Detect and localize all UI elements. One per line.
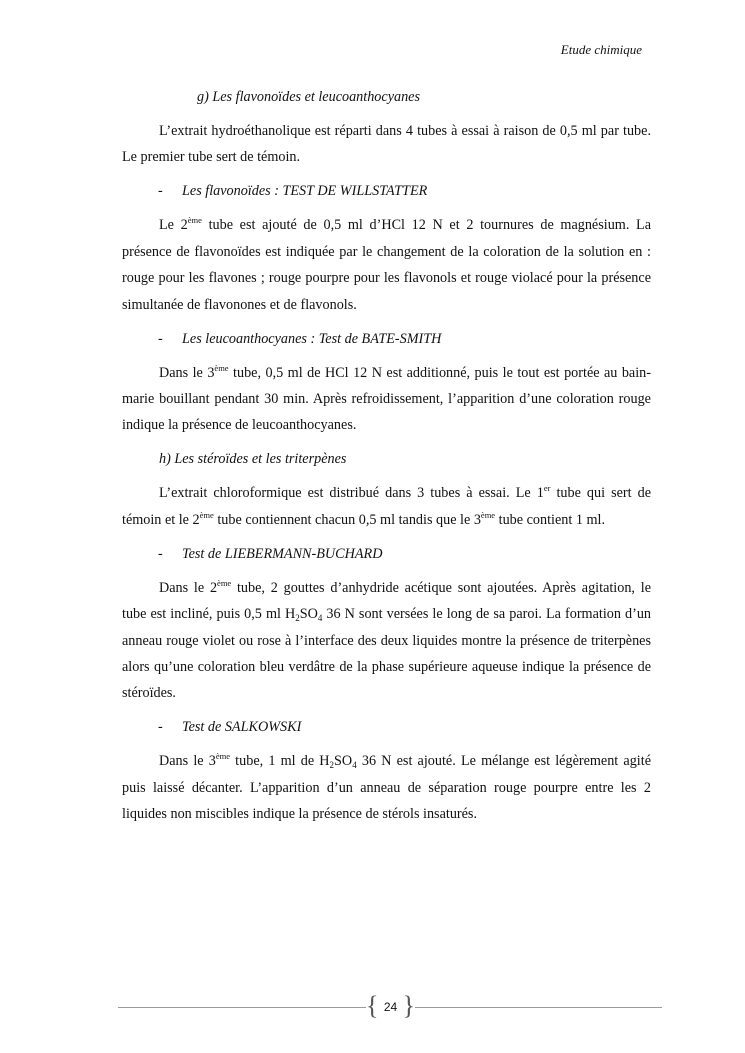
- text-run: Dans le 2: [159, 579, 218, 596]
- text-run: tube contient 1 ml.: [495, 511, 606, 528]
- text-run: tube, 2 gouttes d’anhydride acétique sont ajoutées. Après agitation, le tube est incliné, puis 0,5 ml H: [122, 579, 651, 623]
- section-h-title: h) Les stéroïdes et les triterpènes: [159, 451, 347, 468]
- text-run: tube, 0,5 ml de HCl 12 N est additionné, puis le tout est portée au bain-marie bouillant pendant 30 min. Après refroidissement, l’apparition d’une coloration rouge indique la présence de leucoanthocyanes.: [122, 364, 651, 434]
- leucoanthocyanes-heading: [122, 326, 651, 352]
- text-run: Dans le 3: [159, 753, 216, 770]
- page-number: 24: [383, 1000, 398, 1014]
- flavonoides-paragraph: [122, 212, 651, 318]
- superscript: ème: [214, 362, 229, 373]
- superscript: ème: [217, 577, 232, 588]
- salkowski-paragraph: [122, 748, 651, 827]
- salkowski-heading: [122, 714, 651, 740]
- liebermann-paragraph: [122, 575, 651, 707]
- text-run: 36 N sont versées le long de sa paroi. La formation d’un anneau rouge violet ou rose à l’interface des deux liquides montre la présence de triterpènes alors qu’une coloration bleu verdâtre de la phase supérieure aqueuse indique la présence de stéroïdes.: [122, 606, 652, 702]
- footer-divider-right: [415, 1007, 662, 1008]
- superscript: er: [543, 483, 551, 494]
- flavonoides-heading: [122, 178, 651, 204]
- subscript: 4: [317, 613, 323, 624]
- text-run: L’extrait chloroformique est distribué dans 3 tubes à essai. Le 1: [159, 485, 544, 502]
- left-brace-icon: {: [366, 991, 379, 1020]
- subscript: 2: [329, 760, 335, 771]
- section-h-intro-paragraph: [122, 480, 651, 533]
- section-g-intro-paragraph: L’extrait hydroéthanolique est réparti dans 4 tubes à essai à raison de 0,5 ml par tube. Le premier tube sert de témoin.: [122, 123, 651, 166]
- section-g-title: g) Les flavonoïdes et leucoanthocyanes: [197, 89, 421, 105]
- document-body: [122, 84, 651, 835]
- subscript: 2: [295, 613, 300, 624]
- subscript: 4: [352, 760, 357, 771]
- bullet-dash: -: [158, 545, 163, 562]
- text-run: Dans le 3: [159, 364, 215, 381]
- text-run: tube, 1 ml de H: [230, 753, 330, 770]
- liebermann-heading: [122, 541, 651, 567]
- footer-divider-left: [118, 1007, 366, 1008]
- text-run: tube est ajouté de 0,5 ml d’HCl 12 N et 2 tournures de magnésium. La présence de flavonoïdes est indiquée par le changement de la coloration de la solution en : rouge pour les flavones ; rouge pourpre pour les flavonols et rouge violacé pour la présence simultanée de flavonones et de flavonols.: [122, 217, 651, 313]
- page-header-title: Etude chimique: [560, 42, 642, 57]
- superscript: ème: [199, 509, 214, 520]
- salkowski-title: Test de SALKOWSKI: [182, 719, 302, 736]
- page-number-box: [366, 991, 415, 1020]
- text-run: SO: [299, 606, 318, 623]
- bullet-dash: -: [158, 330, 163, 347]
- text-run: Le 2: [159, 217, 188, 234]
- text-run: tube contiennent chacun 0,5 ml tandis que le 3: [213, 511, 481, 528]
- bullet-dash: -: [158, 183, 163, 200]
- leucoanthocyanes-title: Les leucoanthocyanes : Test de BATE-SMITH: [182, 330, 442, 347]
- right-brace-icon: }: [402, 991, 415, 1020]
- bullet-dash: -: [158, 719, 163, 736]
- text-run: tube qui sert de témoin et le 2: [122, 485, 651, 528]
- flavonoides-title: Les flavonoïdes : TEST DE WILLSTATTER: [182, 183, 428, 200]
- leucoanthocyanes-paragraph: [122, 360, 651, 439]
- liebermann-title: Test de LIEBERMANN-BUCHARD: [182, 545, 383, 562]
- superscript: ème: [187, 215, 202, 226]
- superscript: ème: [215, 751, 231, 762]
- superscript: ème: [480, 509, 496, 520]
- text-run: SO: [334, 753, 353, 770]
- text-run: 36 N est ajouté. Le mélange est légèrement agité puis laissé décanter. L’apparition d’un anneau de séparation rouge pourpre entre les 2 liquides non miscibles indique la présence de stérols insaturés.: [122, 753, 651, 823]
